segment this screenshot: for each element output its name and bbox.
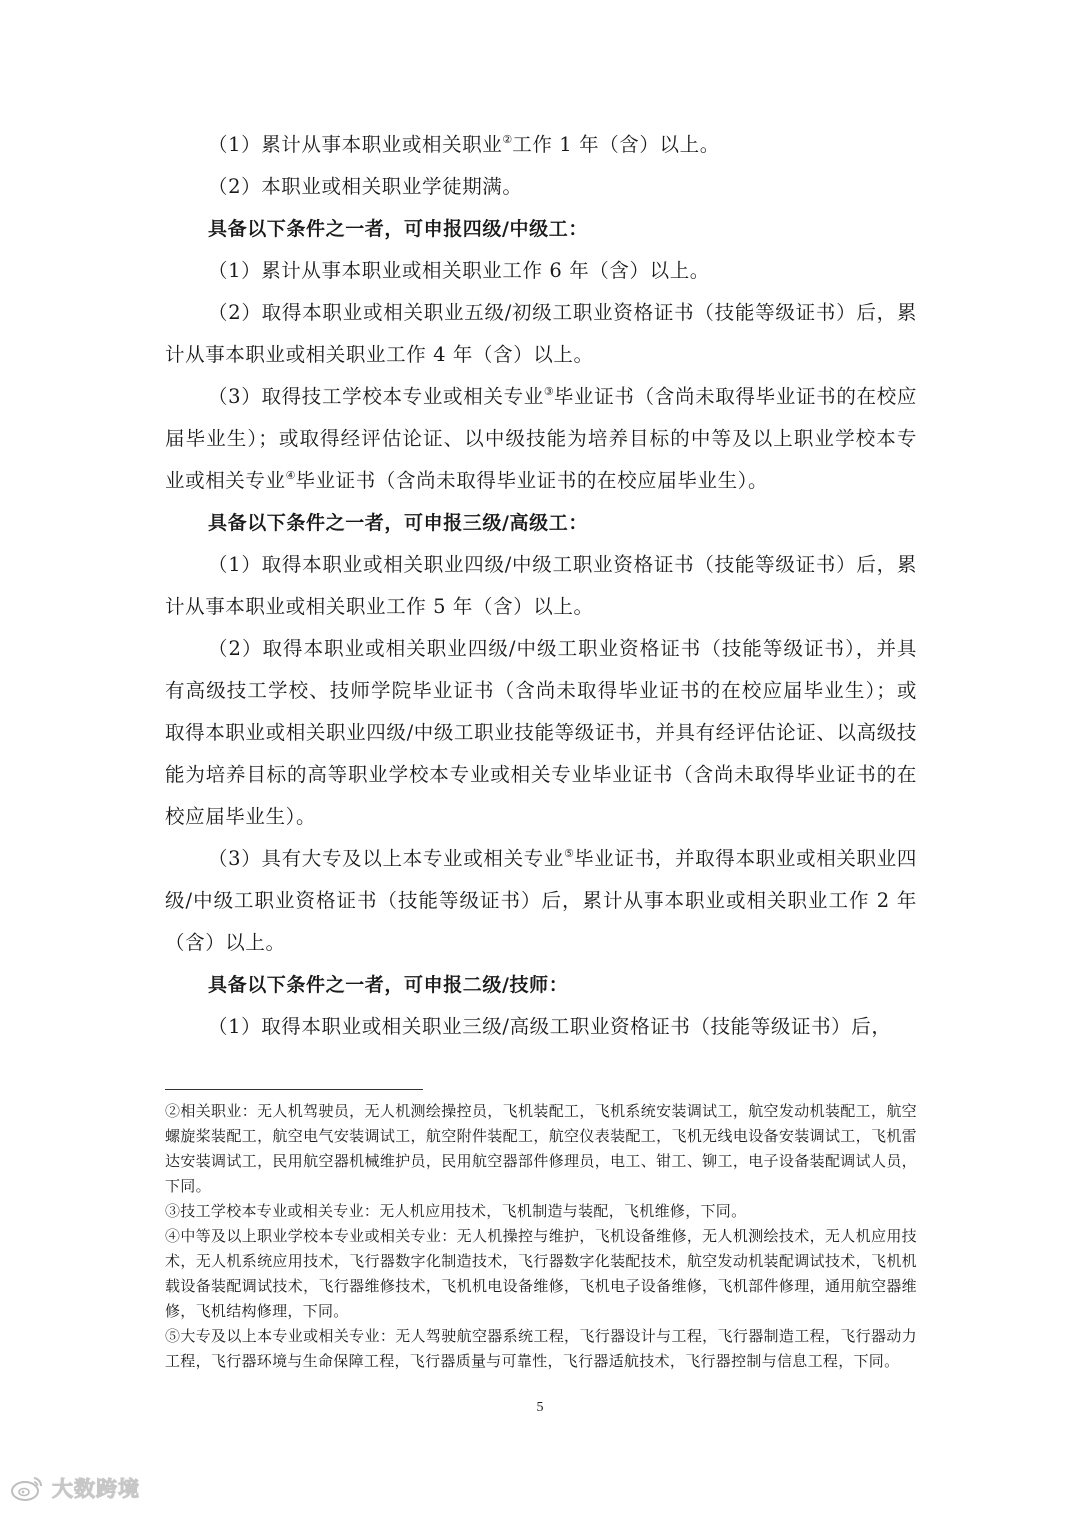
paragraph: （3）取得技工学校本专业或相关专业③毕业证书（含尚未取得毕业证书的在校应届毕业生）；或取得经评估论证、以中级技能为培养目标的中等及以上职业学校本专业或相关专业④毕业证书（含尚未取得毕业证书的在校应届毕业生）。	[165, 385, 917, 492]
watermark	[10, 1470, 140, 1506]
footnote-marker: ⑤	[564, 847, 575, 860]
paragraph: （1）取得本职业或相关职业三级/高级工职业资格证书（技能等级证书）后，	[208, 1015, 892, 1038]
section-heading: 具备以下条件之一者，可申报四级/中级工：	[208, 218, 588, 240]
footnote: ②相关职业：无人机驾驶员，无人机测绘操控员，飞机装配工，飞机系统安装调试工，航空发动机装配工，航空螺旋桨装配工，航空电气安装调试工，航空附件装配工，航空仪表装配工，飞机无线电设备安装调试工，飞机雷达安装调试工，民用航空器机械维护员，民用航空器部件修理员，电工、钳工、铆工，电子设备装配调试人员，下同。	[165, 1102, 917, 1195]
paragraph: （2）本职业或相关职业学徒期满。	[208, 175, 523, 198]
watermark-text: 大数跨境	[52, 1477, 140, 1501]
paragraph: （2）取得本职业或相关职业四级/中级工职业资格证书（技能等级证书），并具有高级技工学校、技师学院毕业证书（含尚未取得毕业证书的在校应届毕业生）；或取得本职业或相关职业四级/中级工职业技能等级证书，并具有经评估论证、以高级技能为培养目标的高等职业学校本专业或相关专业毕业证书（含尚未取得毕业证书的在校应届毕业生）。	[165, 637, 917, 828]
footnote-marker: ④	[285, 469, 296, 482]
footnote: ④中等及以上职业学校本专业或相关专业：无人机操控与维护，飞机设备维修，无人机测绘技术，无人机应用技术，无人机系统应用技术，飞行器数字化制造技术，飞行器数字化装配技术，航空发动机装配调试技术，飞机机载设备装配调试技术，飞行器维修技术，飞机机电设备维修，飞机电子设备维修，飞机部件修理，通用航空器维修，飞机结构修理，下同。	[165, 1227, 917, 1320]
page-number: 5	[536, 1400, 544, 1415]
paragraph: （3）具有大专及以上本专业或相关专业⑤毕业证书，并取得本职业或相关职业四级/中级工职业资格证书（技能等级证书）后，累计从事本职业或相关职业工作 2 年（含）以上。	[165, 847, 917, 954]
footnote: ⑤大专及以上本专业或相关专业：无人驾驶航空器系统工程，飞行器设计与工程，飞行器制造工程，飞行器动力工程，飞行器环境与生命保障工程，飞行器质量与可靠性，飞行器适航技术，飞行器控制与信息工程，下同。	[165, 1327, 917, 1370]
footnote-divider	[165, 1089, 423, 1090]
footnote-marker: ③	[543, 385, 554, 398]
document-body	[165, 124, 917, 1048]
footnote-marker: ②	[502, 133, 513, 146]
section-heading: 具备以下条件之一者，可申报三级/高级工：	[208, 512, 588, 534]
section-heading: 具备以下条件之一者，可申报二级/技师：	[208, 974, 569, 996]
footnotes	[165, 1099, 917, 1374]
weibo-logo-icon	[10, 1474, 44, 1502]
paragraph: （1）累计从事本职业或相关职业工作 6 年（含）以上。	[208, 259, 710, 282]
paragraph: （1）取得本职业或相关职业四级/中级工职业资格证书（技能等级证书）后，累计从事本职业或相关职业工作 5 年（含）以上。	[165, 553, 917, 618]
paragraph: （2）取得本职业或相关职业五级/初级工职业资格证书（技能等级证书）后，累计从事本职业或相关职业工作 4 年（含）以上。	[165, 301, 917, 366]
paragraph: （1）累计从事本职业或相关职业②工作 1 年（含）以上。	[208, 133, 720, 156]
footnote: ③技工学校本专业或相关专业：无人机应用技术，飞机制造与装配，飞机维修，下同。	[165, 1202, 747, 1220]
